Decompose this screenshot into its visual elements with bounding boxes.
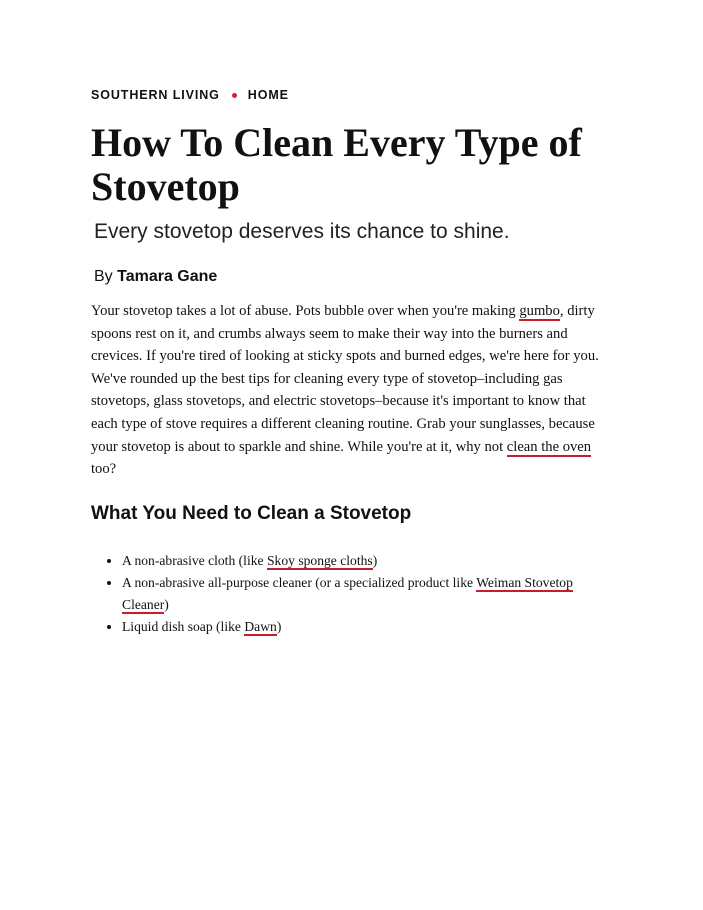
breadcrumb-separator-dot [232,93,237,98]
section-heading: What You Need to Clean a Stovetop [91,503,412,524]
intro-text-1: Your stovetop takes a lot of abuse. Pots bubble over when you're making [91,303,520,319]
list-item-text: A non-abrasive cloth (like [122,553,267,568]
article-subtitle: Every stovetop deserves its chance to shine. [94,220,510,243]
dawn-link[interactable]: Dawn [244,619,277,634]
clean-the-oven-link[interactable]: clean the oven [506,438,592,455]
intro-text-3: too? [91,461,117,478]
list-item-text: Liquid dish soap (like [122,619,245,634]
list-item [122,572,611,616]
article-title: How To Clean Every Type of Stovetop [91,120,582,209]
byline-prefix: By [94,268,118,285]
supply-list [91,550,611,638]
author-link[interactable]: Tamara Gane [117,268,218,285]
list-item-text: A non-abrasive all-purpose cleaner (or a specialized product like [122,575,477,590]
breadcrumb-site-link[interactable]: SOUTHERN LIVING [91,88,220,102]
intro-paragraph [91,300,611,481]
list-item-text: ) [372,553,378,568]
list-item [122,616,611,638]
breadcrumb-section-link[interactable]: HOME [247,88,289,102]
gumbo-link[interactable]: gumbo [519,303,560,319]
weiman-stovetop-cleaner-link[interactable]: Weiman Stovetop Cleaner [122,575,573,612]
intro-text-2: , dirty spoons rest on it, and crumbs always seem to make their way into the burners and crevices. If you're tired of looking at sticky spots and burned edges, we're here for you. We've rounded up the best tips for cleaning every type of stovetop–including gas stovetops, glass stovetops, and electric stovetops–because it's important to know that each type of stove requires a different cleaning routine. Grab your sunglasses, because your stovetop is about to sparkle and shine. While you're at it, why not [91,303,599,455]
skoy-sponge-cloths-link[interactable]: Skoy sponge cloths [266,553,373,568]
list-item [122,550,611,572]
list-item-text: ) [164,597,169,612]
breadcrumb [91,88,289,102]
list-item-text: ) [276,619,282,634]
byline [94,266,217,288]
